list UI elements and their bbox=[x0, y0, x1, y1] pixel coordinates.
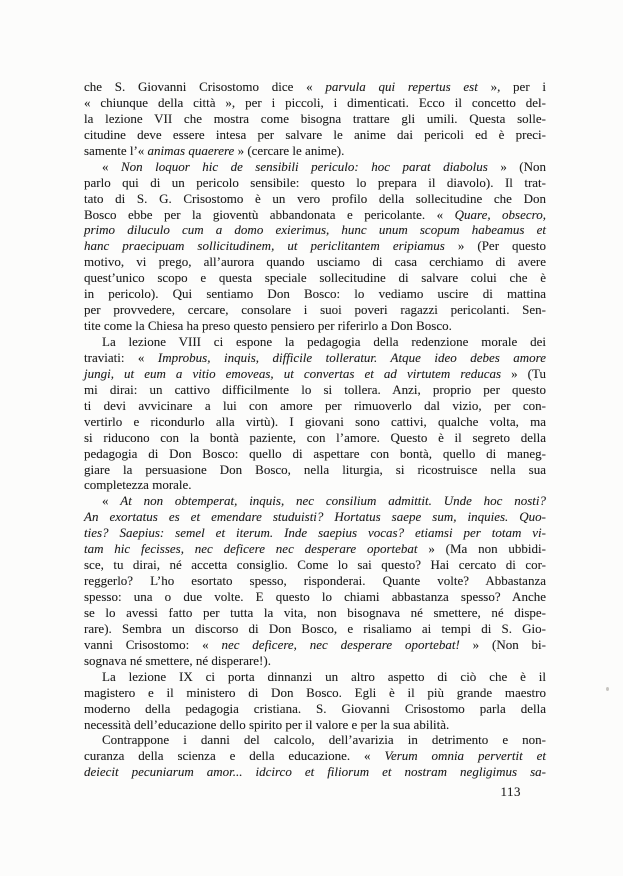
text-line bbox=[84, 302, 546, 318]
latin-italic-segment: Quare, obsecro, bbox=[454, 206, 546, 222]
text-segment: che S. Giovanni Crisostomo dice « bbox=[84, 79, 326, 94]
text-segment: ti devi avvicinare a lui con amore per rimuoverlo dal vizio, per con- bbox=[84, 397, 546, 413]
text-line bbox=[84, 414, 546, 430]
text-segment: « chiunque della città », per i piccoli, i dimenticati. Ecco il concetto del- bbox=[84, 94, 546, 110]
text-line bbox=[84, 446, 546, 462]
latin-italic-segment: jungi, ut eum a vitio emoveas, ut convertas et ad virtutem reducas bbox=[84, 365, 502, 381]
text-segment: tite come la Chiesa ha preso questo pensiero per riferirlo a Don Bosco. bbox=[84, 318, 452, 334]
text-segment: curanza della scienza e della educazione. « bbox=[84, 748, 385, 764]
text-line bbox=[84, 175, 546, 191]
text-line bbox=[84, 318, 546, 334]
text-segment: traviati: « bbox=[84, 349, 158, 365]
text-line bbox=[84, 717, 546, 733]
text-segment: » (cercare le anime). bbox=[234, 142, 345, 158]
text-segment: vertirlo e ricondurlo alla virtù). I giovani sono cattivi, qualche volta, ma bbox=[84, 413, 546, 429]
text-line bbox=[84, 621, 546, 637]
text-line bbox=[84, 732, 546, 748]
text-line bbox=[84, 127, 546, 143]
text-segment: completezza morale. bbox=[84, 477, 192, 493]
latin-italic-segment: deiecit pecuniarum amor... idcirco et filiorum et nostram negligimus sa- bbox=[84, 764, 546, 780]
text-line bbox=[84, 270, 546, 286]
text-segment: » (Ma non ubbidi- bbox=[417, 541, 546, 557]
text-segment: » (Per questo bbox=[444, 238, 546, 254]
text-line bbox=[84, 143, 546, 159]
text-line bbox=[84, 159, 546, 175]
text-line bbox=[84, 557, 546, 573]
text-segment: » (Non bbox=[487, 158, 546, 174]
text-line bbox=[84, 254, 546, 270]
text-line bbox=[84, 477, 546, 493]
text-line bbox=[84, 509, 546, 525]
text-segment: mi dirai: un cattivo difficilmente lo si tollera. Anzi, proprio per questo bbox=[84, 381, 546, 397]
text-line bbox=[84, 748, 546, 764]
text-segment: sce, tu dirai, né accetta consiglio. Come lo sai questo? Hai cercato di cor- bbox=[84, 557, 546, 573]
text-line bbox=[84, 685, 546, 701]
text-line bbox=[84, 191, 546, 207]
text-line bbox=[84, 238, 546, 254]
text-line bbox=[84, 653, 546, 669]
text-line bbox=[84, 430, 546, 446]
text-segment: si riducono con la bontà paziente, con l’amore. Questo è il segreto della bbox=[84, 429, 546, 445]
text-segment: La lezione IX ci porta dinnanzi un altro aspetto di ciò che è il bbox=[102, 668, 546, 684]
latin-italic-segment: Improbus, inquis, difficile tolleratur. Atque ideo debes amore bbox=[157, 349, 547, 365]
latin-italic-segment: nec deficere, nec desperare oportebat! bbox=[221, 636, 460, 652]
text-segment: citudine deve essere intesa per salvare le anime dai pericoli ed è preci- bbox=[84, 126, 546, 142]
latin-italic-segment: hanc praecipuam sollicitudinem, ut periclitantem eripiamus bbox=[84, 238, 445, 254]
text-segment: per provvedere, cercare, consolare i suoi poveri ragazzi pericolanti. Sen- bbox=[84, 302, 546, 318]
text-line bbox=[84, 462, 546, 478]
text-segment: se lo avessi fatto per tutta la vita, non bisognava né smettere, né dispe- bbox=[84, 604, 546, 620]
text-line bbox=[84, 669, 546, 685]
text-segment: parlo qui di un pericolo sensibile: questo lo prepara il diavolo). Il trat- bbox=[84, 174, 546, 190]
text-segment: Bosco ebbe per la gioventù abbandonata e pericolante. « bbox=[84, 206, 455, 222]
text-segment: in pericolo). Qui sentiamo Don Bosco: lo vediamo uscire di mattina bbox=[84, 286, 546, 302]
text-segment: la lezione VII che mostra come bisogna trattare gli umili. Questa solle- bbox=[84, 110, 546, 126]
text-segment: pedagogia di Don Bosco: quello di aspettare con bontà, quello di maneg- bbox=[84, 445, 546, 461]
text-line bbox=[84, 79, 546, 95]
text-segment: samente l’« bbox=[84, 142, 148, 158]
text-line bbox=[84, 111, 546, 127]
text-segment: » (Non bi- bbox=[459, 636, 546, 652]
latin-italic-segment: At non obtemperat, inquis, nec consilium admittit. Unde hoc nosti? bbox=[120, 493, 546, 509]
latin-italic-segment: parvula qui repertus est bbox=[325, 79, 478, 94]
text-segment: Contrappone i danni del calcolo, dell’avarizia in detrimento e non- bbox=[102, 732, 546, 748]
text-segment: magistero e il ministero di Don Bosco. Egli è il più grande maestro bbox=[84, 684, 546, 700]
text-segment: « bbox=[102, 493, 121, 509]
text-line bbox=[84, 764, 546, 780]
text-line bbox=[84, 95, 546, 111]
text-segment: giare la persuasione Don Bosco, nella liturgia, si ricostruisce nella sua bbox=[84, 461, 546, 477]
text-line bbox=[84, 334, 546, 350]
text-segment: rare). Sembra un discorso di Don Bosco, e risaliamo ai tempi di S. Gio- bbox=[84, 620, 546, 636]
text-line bbox=[84, 222, 546, 238]
text-line bbox=[84, 589, 546, 605]
text-segment: tato di S. G. Crisostomo è un vero profilo della sollecitudine che Don bbox=[84, 190, 546, 206]
text-line bbox=[84, 541, 546, 557]
text-line bbox=[84, 573, 546, 589]
scan-speck bbox=[606, 687, 609, 691]
text-line bbox=[84, 350, 546, 366]
text-segment: « bbox=[102, 158, 121, 174]
text-line bbox=[84, 605, 546, 621]
text-segment: spesso: una o due volte. E questo lo chiami abbastanza spesso? Anche bbox=[84, 589, 546, 604]
latin-italic-segment: primo diluculo cum a domo exierimus, hunc unum scopum habeamus et bbox=[84, 222, 546, 238]
latin-italic-segment: tam hic fecisses, nec deficere nec desperare oportebat bbox=[84, 541, 418, 557]
text-line bbox=[84, 207, 546, 223]
text-line bbox=[84, 525, 546, 541]
text-segment: sognava né smettere, né disperare!). bbox=[84, 652, 271, 668]
text-line bbox=[84, 366, 546, 382]
text-segment: vanni Crisostomo: « bbox=[84, 636, 222, 652]
text-line bbox=[84, 637, 546, 653]
text-line bbox=[84, 701, 546, 717]
latin-italic-segment: animas quaerere bbox=[147, 142, 235, 158]
text-line bbox=[84, 286, 546, 302]
latin-italic-segment: ties? Saepius: semel et iterum. Inde saepius vocas? etiamsi per totam vi- bbox=[84, 525, 546, 541]
text-segment: necessità dell’educazione dello spirito per il valore e per la sua abilità. bbox=[84, 716, 450, 732]
text-segment: moderno della pedagogia cristiana. S. Giovanni Crisostomo parla della bbox=[84, 700, 546, 716]
text-segment: » (Tu bbox=[501, 365, 546, 381]
text-segment: La lezione VIII ci espone la pedagogia della redenzione morale dei bbox=[102, 334, 546, 349]
text-segment: quest’unico scopo e questa speciale sollecitudine di salvare colui che è bbox=[84, 270, 546, 286]
text-segment: reggerlo? L’ho esortato spesso, risponderai. Quante volte? Abbastanza bbox=[84, 573, 546, 589]
latin-italic-segment: Verum omnia pervertit et bbox=[384, 748, 546, 764]
text-segment: », per i bbox=[477, 79, 546, 94]
text-line bbox=[84, 382, 546, 398]
text-segment: motivo, vi prego, all’aurora quando usciamo di casa cerchiamo di avere bbox=[84, 254, 546, 270]
text-line bbox=[84, 398, 546, 414]
page-text bbox=[84, 79, 546, 780]
text-line bbox=[84, 493, 546, 509]
latin-italic-segment: An exortatus es et emendare studuisti? Hortatus saepe sum, inquies. Quo- bbox=[84, 509, 546, 525]
latin-italic-segment: Non loquor hic de sensibili periculo: hoc parat diabolus bbox=[120, 158, 488, 174]
page-number: 113 bbox=[500, 784, 521, 799]
